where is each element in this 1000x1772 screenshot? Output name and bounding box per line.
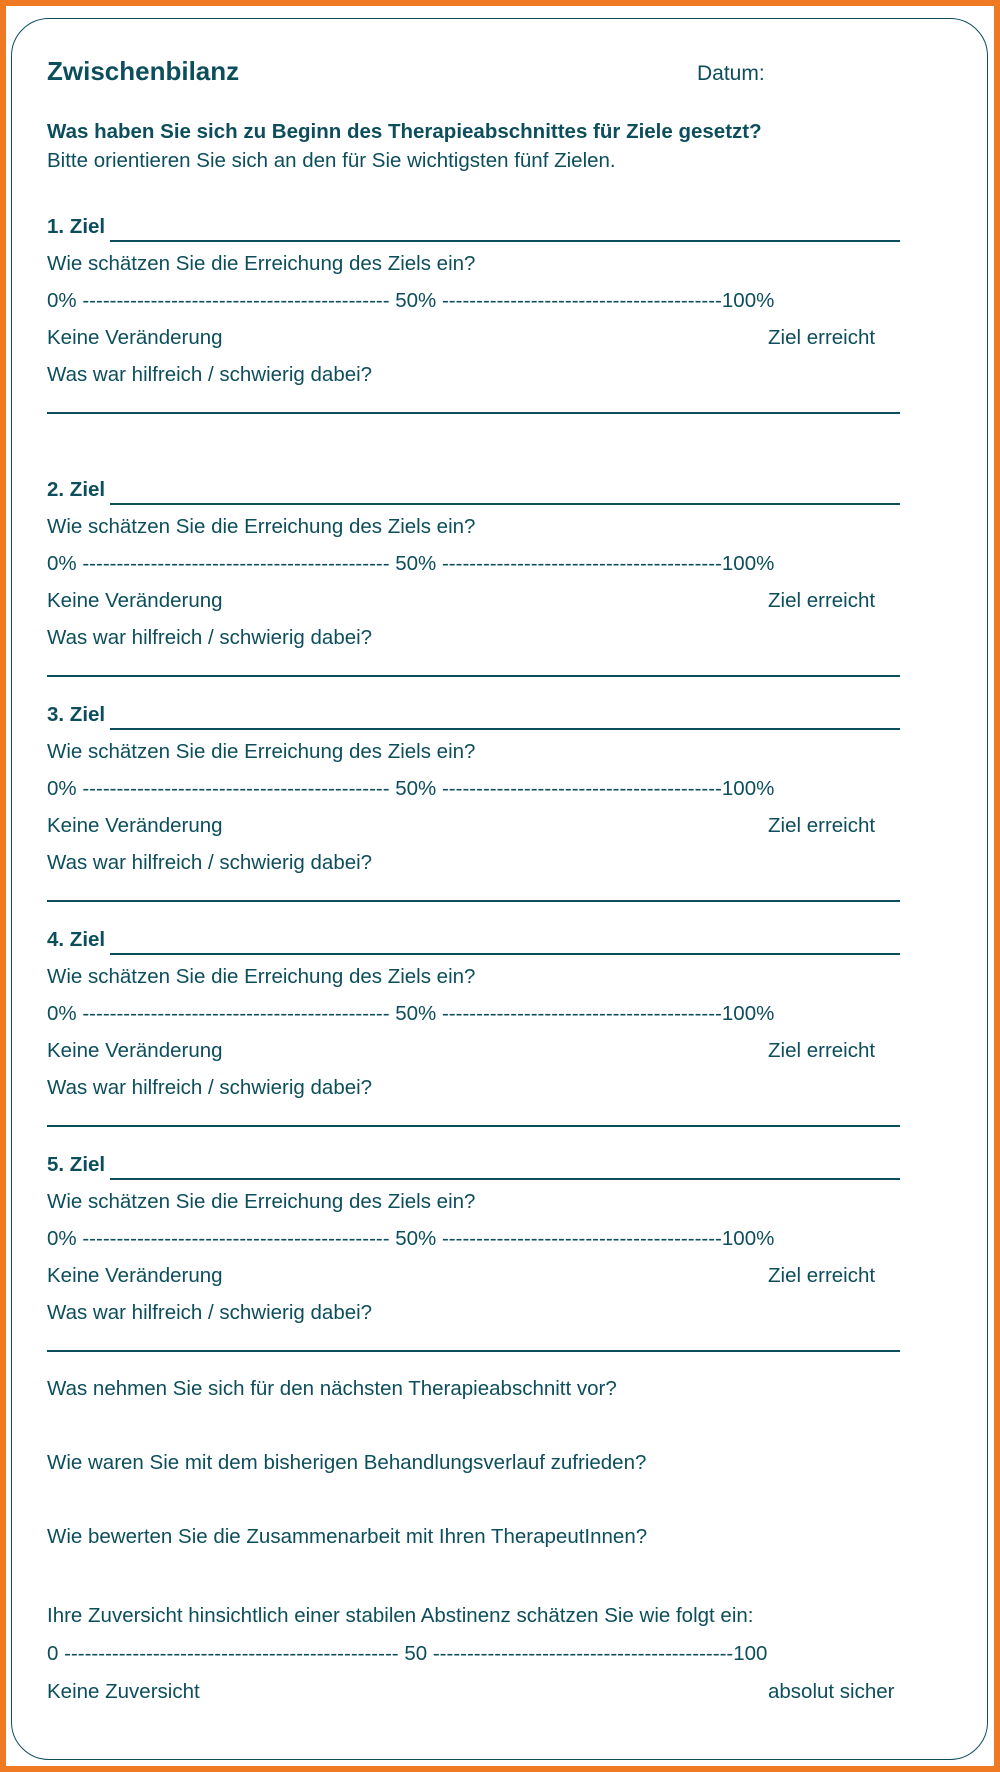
intro-hint: Bitte orientieren Sie sich an den für Sie wichtigsten fünf Zielen. [47,149,616,172]
confidence-left-caption: Keine Zuversicht [47,1680,200,1703]
confidence-scale-right-dashes: -------------------------------------------- [432,1642,734,1665]
form-title: Zwischenbilanz [47,56,240,86]
goal-scale-mid: 50% [395,1227,437,1250]
goal-scale-mid: 50% [395,1002,437,1025]
goal-4-left-caption: Keine Veränderung [47,1039,223,1062]
goal-scale-mid: 50% [395,552,437,575]
goal-2-help-answer-line[interactable] [47,675,900,677]
goal-4-label: 4. Ziel [47,928,106,951]
goal-4-help-question: Was war hilfreich / schwierig dabei? [47,1076,373,1099]
satisfaction-question: Wie waren Sie mit dem bisherigen Behandlungsverlauf zufrieden? [47,1451,647,1474]
goal-scale-left-dashes: --------------------------------------------- [82,1002,390,1025]
confidence-right-caption: absolut sicher [768,1680,895,1703]
goal-2-help-question: Was war hilfreich / schwierig dabei? [47,626,373,649]
goal-3-right-caption: Ziel erreicht [768,814,876,837]
goal-scale-right-dashes: ----------------------------------------- [441,552,722,575]
goal-1-scale[interactable] [47,289,774,313]
goal-scale-start: 0% [47,777,77,800]
goal-2-input-line[interactable] [110,503,900,505]
goal-scale-left-dashes: --------------------------------------------- [82,1227,390,1250]
goal-3-input-line[interactable] [110,728,900,730]
goal-5-label: 5. Ziel [47,1153,106,1176]
goal-5-help-answer-line[interactable] [47,1350,900,1352]
goal-scale-end: 100% [721,289,775,312]
goal-1-left-caption: Keine Veränderung [47,326,223,349]
goal-5-scale[interactable] [47,1227,774,1251]
confidence-scale[interactable] [47,1642,767,1666]
goal-1-question: Wie schätzen Sie die Erreichung des Ziels ein? [47,252,476,275]
goal-scale-left-dashes: --------------------------------------------- [82,777,390,800]
goal-scale-left-dashes: --------------------------------------------- [82,552,390,575]
confidence-scale-mid: 50 [404,1642,428,1665]
goal-scale-start: 0% [47,552,77,575]
goal-3-help-question: Was war hilfreich / schwierig dabei? [47,851,373,874]
goal-1-input-line[interactable] [110,240,900,242]
goal-scale-end: 100% [721,1002,775,1025]
goal-scale-end: 100% [721,777,775,800]
goal-scale-start: 0% [47,1002,77,1025]
cooperation-question: Wie bewerten Sie die Zusammenarbeit mit Ihren TherapeutInnen? [47,1525,648,1548]
goal-3-label: 3. Ziel [47,703,106,726]
goal-scale-right-dashes: ----------------------------------------- [441,777,722,800]
intro-question: Was haben Sie sich zu Beginn des Therapieabschnittes für Ziele gesetzt? [47,120,762,143]
goal-2-label: 2. Ziel [47,478,106,501]
confidence-scale-left-dashes: ------------------------------------------------- [64,1642,399,1665]
goal-scale-start: 0% [47,289,77,312]
goal-scale-left-dashes: --------------------------------------------- [82,289,390,312]
goal-1-right-caption: Ziel erreicht [768,326,876,349]
goal-scale-right-dashes: ----------------------------------------- [441,1002,722,1025]
goal-2-question: Wie schätzen Sie die Erreichung des Ziels ein? [47,515,476,538]
confidence-question: Ihre Zuversicht hinsichtlich einer stabilen Abstinenz schätzen Sie wie folgt ein: [47,1604,754,1627]
goal-2-right-caption: Ziel erreicht [768,589,876,612]
goal-scale-start: 0% [47,1227,77,1250]
goal-3-help-answer-line[interactable] [47,900,900,902]
goal-1-label: 1. Ziel [47,215,106,238]
goal-scale-mid: 50% [395,777,437,800]
date-label: Datum: [697,62,765,85]
goal-5-input-line[interactable] [110,1178,900,1180]
goal-2-scale[interactable] [47,552,774,576]
goal-1-help-answer-line[interactable] [47,412,900,414]
goal-5-right-caption: Ziel erreicht [768,1264,876,1287]
goal-scale-end: 100% [721,1227,775,1250]
confidence-scale-start: 0 [47,1642,59,1665]
goal-5-question: Wie schätzen Sie die Erreichung des Ziels ein? [47,1190,476,1213]
goal-1-help-question: Was war hilfreich / schwierig dabei? [47,363,373,386]
goal-scale-right-dashes: ----------------------------------------- [441,1227,722,1250]
goal-scale-end: 100% [721,552,775,575]
form-card [11,18,988,1760]
goal-5-left-caption: Keine Veränderung [47,1264,223,1287]
goal-4-input-line[interactable] [110,953,900,955]
next-question: Was nehmen Sie sich für den nächsten Therapieabschnitt vor? [47,1377,617,1400]
goal-3-left-caption: Keine Veränderung [47,814,223,837]
goal-scale-right-dashes: ----------------------------------------- [441,289,722,312]
goal-4-right-caption: Ziel erreicht [768,1039,876,1062]
goal-5-help-question: Was war hilfreich / schwierig dabei? [47,1301,373,1324]
goal-4-question: Wie schätzen Sie die Erreichung des Ziels ein? [47,965,476,988]
goal-4-scale[interactable] [47,1002,774,1026]
goal-4-help-answer-line[interactable] [47,1125,900,1127]
goal-scale-mid: 50% [395,289,437,312]
goal-2-left-caption: Keine Veränderung [47,589,223,612]
goal-3-question: Wie schätzen Sie die Erreichung des Ziels ein? [47,740,476,763]
goal-3-scale[interactable] [47,777,774,801]
confidence-scale-end: 100 [733,1642,768,1665]
